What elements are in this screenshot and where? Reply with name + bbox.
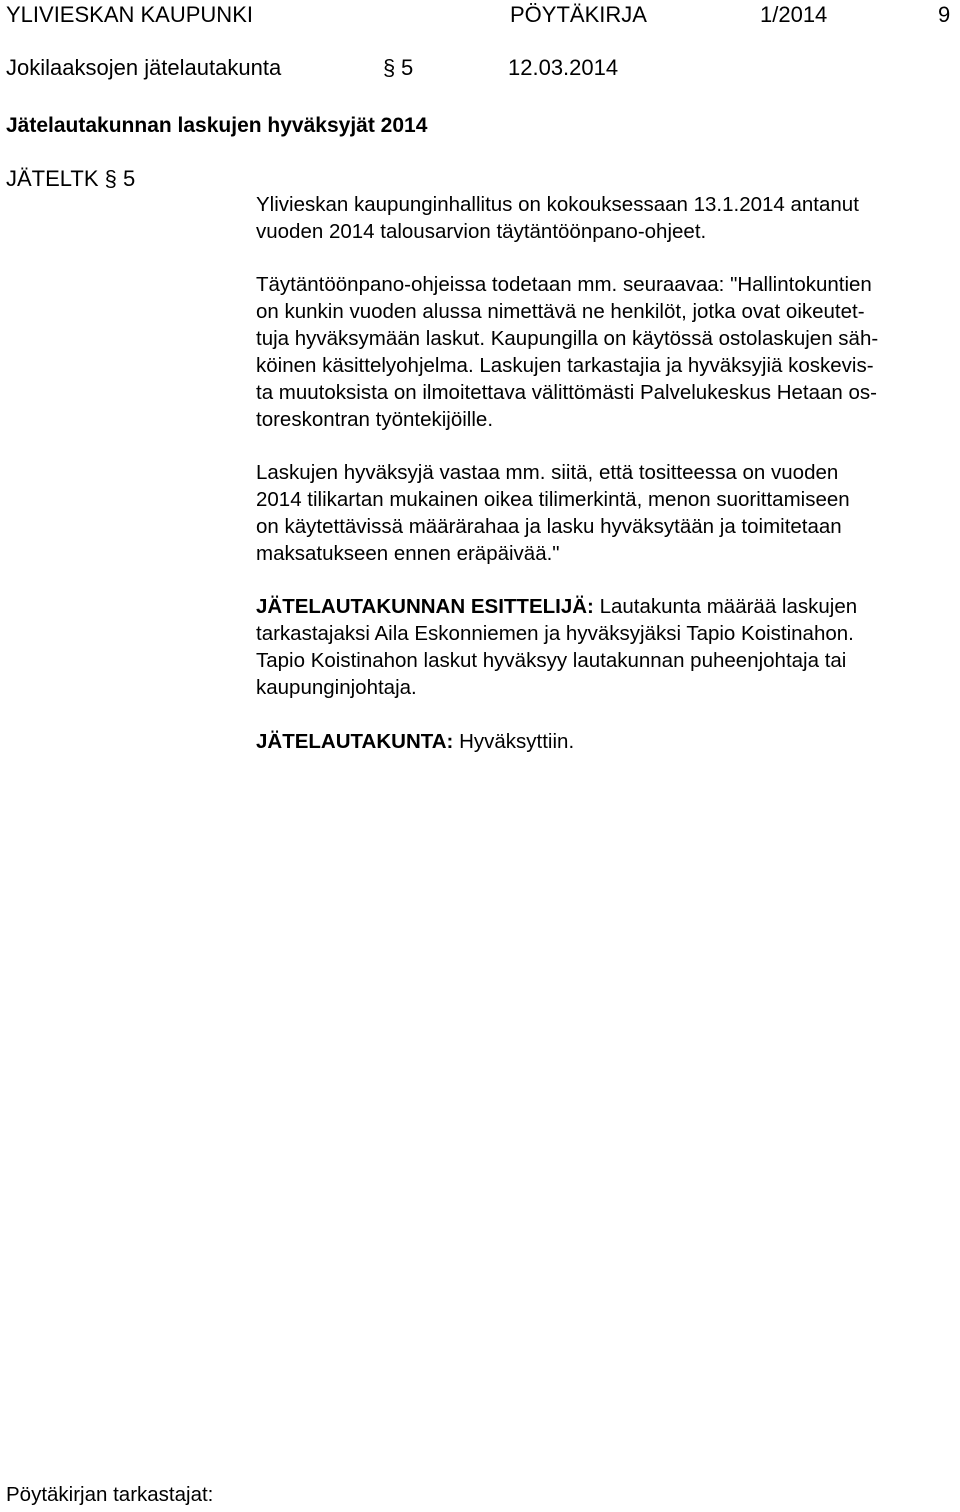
proposal-text: Lautakunta määrää laskujen	[593, 595, 858, 618]
section-symbol: §	[383, 55, 396, 80]
text-line: tuja hyväksymään laskut. Kaupungilla on käytössä ostolaskujen säh-	[256, 327, 879, 350]
document-type: PÖYTÄKIRJA	[510, 2, 647, 27]
decision-text: Hyväksyttiin.	[453, 730, 575, 753]
text-line: Ylivieskan kaupunginhallitus on kokouksessaan 13.1.2014 antanut	[256, 193, 859, 216]
paragraph-1	[256, 191, 946, 245]
decision-label: JÄTELAUTAKUNTA:	[256, 730, 454, 753]
committee-name: Jokilaaksojen jätelautakunta	[6, 55, 282, 80]
text-line: kaupunginjohtaja.	[256, 676, 417, 699]
presenter-label: JÄTELAUTAKUNNAN ESITTELIJÄ:	[256, 595, 594, 618]
section-number: 5	[401, 55, 414, 80]
paragraph-2	[256, 271, 946, 433]
signature-label: Pöytäkirjan tarkastajat:	[6, 1483, 214, 1506]
paragraph-3	[256, 459, 946, 567]
presenter-proposal	[256, 593, 946, 701]
text-line: ta muutoksista on ilmoitettava välittömästi Palvelukeskus Hetaan os-	[256, 381, 877, 404]
meeting-date: 12.03.2014	[508, 55, 619, 80]
document-title: Jätelautakunnan laskujen hyväksyjät 2014	[6, 114, 428, 137]
text-line: köinen käsittelyohjelma. Laskujen tarkastajia ja hyväksyjiä koskevis-	[256, 354, 874, 377]
section-ref-number: 5	[123, 166, 136, 191]
text-line: toreskontran työntekijöille.	[256, 408, 494, 431]
text-line: Laskujen hyväksyjä vastaa mm. siitä, että tositteessa on vuoden	[256, 461, 839, 484]
committee-decision	[256, 728, 946, 755]
section-reference	[6, 166, 135, 192]
text-line: Tapio Koistinahon laskut hyväksyy lautakunnan puheenjohtaja tai	[256, 649, 847, 672]
text-line: maksatukseen ennen eräpäivää."	[256, 542, 560, 565]
text-line: vuoden 2014 talousarvion täytäntöönpano-ohjeet.	[256, 220, 707, 243]
text-line	[256, 728, 946, 755]
text-line: on käytettävissä määrärahaa ja lasku hyväksytään ja toimitetaan	[256, 515, 842, 538]
section-ref-label: JÄTELTK	[6, 166, 99, 191]
text-line: Täytäntöönpano-ohjeissa todetaan mm. seuraavaa: "Hallintokuntien	[256, 273, 872, 296]
text-line	[256, 593, 946, 620]
section-ref-symbol: §	[104, 166, 117, 191]
text-line: tarkastajaksi Aila Eskonniemen ja hyväksyjäksi Tapio Koistinahon.	[256, 622, 854, 645]
text-line: 2014 tilikartan mukainen oikea tilimerkintä, menon suorittamiseen	[256, 488, 850, 511]
organization-name: YLIVIESKAN KAUPUNKI	[6, 2, 253, 27]
text-line: on kunkin vuoden alussa nimettävä ne henkilöt, jotka ovat oikeutet-	[256, 300, 865, 323]
document-number: 1/2014	[760, 2, 828, 27]
page-number: 9	[938, 2, 951, 27]
